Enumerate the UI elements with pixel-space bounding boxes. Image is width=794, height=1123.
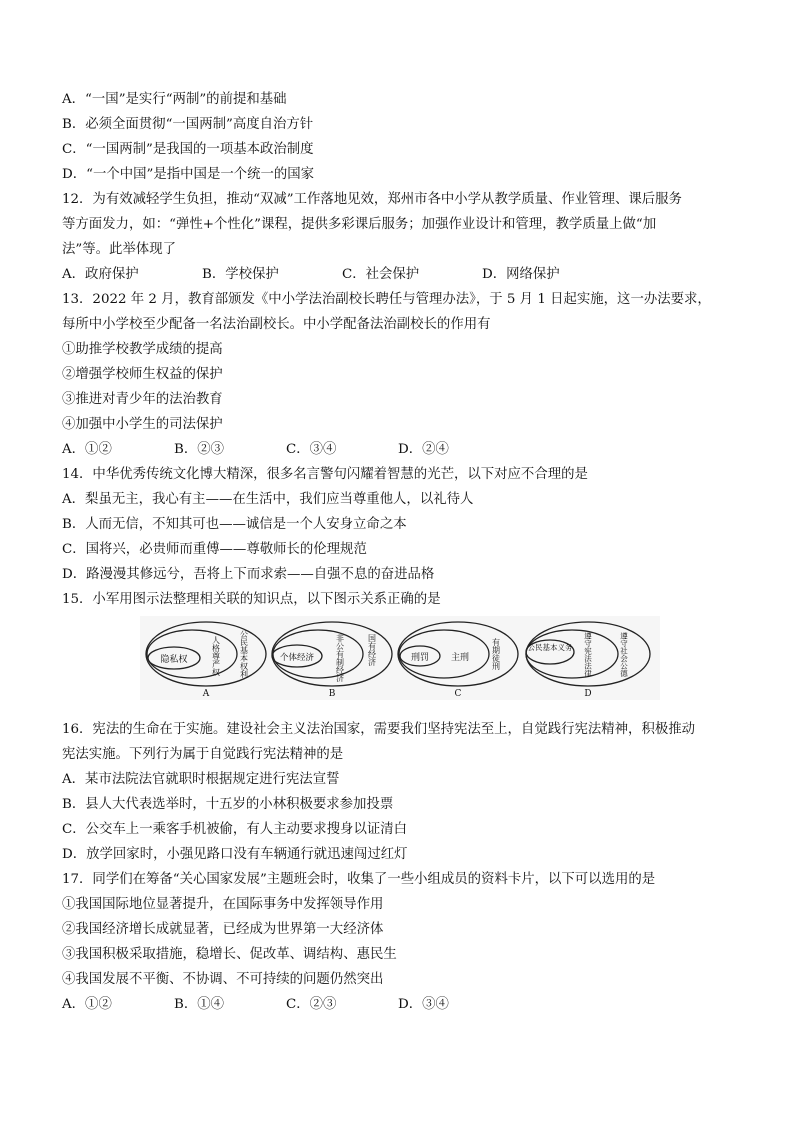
q13-item-3: ③推进对青少年的法治教育 — [62, 392, 223, 407]
diagram-a-inner: 隐私权 — [160, 655, 188, 665]
q13-choice-c: C．③④ — [286, 442, 337, 457]
diagram-b-middle: 非公有制经济 — [335, 634, 345, 682]
q17-choice-d: D．③④ — [398, 997, 449, 1012]
q12-choice-a: A．政府保护 — [62, 267, 139, 282]
q16-stem-line-1: 16．宪法的生命在于实施。建设社会主义法治国家，需要我们坚持宪法至上，自觉践行宪法精神，积极推动 — [62, 722, 696, 737]
q17-stem: 17．同学们在筹备“关心国家发展”主题班会时，收集了一些小组成员的资料卡片，以下可以选用的是 — [62, 872, 656, 887]
q13-choice-a: A．①② — [62, 442, 112, 457]
diagram-b-inner: 个体经济 — [279, 653, 315, 663]
q17-item-4: ④我国发展不平衡、不协调、不可持续的问题仍然突出 — [62, 972, 384, 987]
diagram-b-outer: 国有经济 — [367, 634, 377, 666]
q14-option-d: D．路漫漫其修远兮，吾将上下而求索——自强不息的奋进品格 — [62, 567, 435, 582]
q16-option-c: C．公交车上一乘客手机被偷，有人主动要求搜身以证清白 — [62, 822, 408, 837]
q16-option-a: A．某市法院法官就职时根据规定进行宪法宣誓 — [62, 772, 340, 787]
q16-option-d: D．放学回家时，小强见路口没有车辆通行就迅速闯过红灯 — [62, 847, 408, 862]
q17-choice-c: C．②③ — [286, 997, 337, 1012]
diagram-d-outer: 遵守社会公德 — [619, 632, 629, 677]
q13-stem-line-1: 13．2022 年 2 月，教育部颁发《中小学法治副校长聘任与管理办法》，于 5 月 1 日起实施，这一办法要求， — [62, 292, 711, 307]
q14-option-b: B．人而无信，不知其可也——诚信是一个人安身立命之本 — [62, 517, 407, 532]
q11-option-c: C．“一国两制”是我国的一项基本政治制度 — [62, 142, 314, 157]
diagram-d-middle: 遵守宪法法律 — [583, 632, 593, 677]
q14-option-a: A．梨虽无主，我心有主——在生活中，我们应当尊重他人，以礼待人 — [62, 492, 474, 507]
diagram-b-label: B — [328, 689, 336, 699]
q12-choice-d: D．网络保护 — [482, 267, 560, 282]
q15-venn-diagrams — [140, 616, 660, 700]
q12-stem-line-3: 法”等。此举体现了 — [62, 242, 176, 257]
q15-stem: 15．小军用图示法整理相关联的知识点，以下图示关系正确的是 — [62, 592, 441, 607]
q16-stem-line-2: 宪法实施。下列行为属于自觉践行宪法精神的是 — [62, 747, 344, 762]
q13-item-4: ④加强中小学生的司法保护 — [62, 417, 223, 432]
q12-stem-line-1: 12．为有效减轻学生负担，推动“双减”工作落地见效，郑州市各中小学从教学质量、作业管理、课后服务 — [62, 192, 682, 207]
q17-choice-b: B．①④ — [174, 997, 225, 1012]
q12-choice-c: C．社会保护 — [342, 267, 420, 282]
q17-item-3: ③我国积极采取措施，稳增长、促改革、调结构、惠民生 — [62, 947, 397, 962]
diagram-d-inner: 公民基本义务 — [527, 643, 573, 652]
diagram-c-outer: 有期徒刑 — [491, 638, 501, 670]
q17-choice-a: A．①② — [62, 997, 112, 1012]
q13-item-1: ①助推学校教学成绩的提高 — [62, 342, 223, 357]
q17-item-2: ②我国经济增长成就显著，已经成为世界第一大经济体 — [62, 922, 384, 937]
q16-option-b: B．县人大代表选举时，十五岁的小林积极要求参加投票 — [62, 797, 394, 812]
q12-choice-b: B．学校保护 — [202, 267, 279, 282]
diagram-c-middle: 主刑 — [450, 653, 470, 663]
diagram-a-label: A — [202, 689, 210, 699]
q11-option-a: A．“一国”是实行“两制”的前提和基础 — [62, 92, 287, 107]
diagram-a-middle: 人格尊严权 — [211, 636, 221, 676]
diagram-c-label: C — [454, 689, 462, 699]
q13-choice-d: D．②④ — [398, 442, 449, 457]
q13-stem-line-2: 每所中小学校至少配备一名法治副校长。中小学配备法治副校长的作用有 — [62, 317, 491, 332]
diagram-d-label: D — [584, 689, 592, 699]
q14-option-c: C．国将兴，必贵师而重傅——尊敬师长的伦理规范 — [62, 542, 367, 557]
q11-option-b: B．必须全面贯彻“一国两制”高度自治方针 — [62, 117, 314, 132]
q17-item-1: ①我国国际地位显著提升，在国际事务中发挥领导作用 — [62, 897, 384, 912]
q14-stem: 14．中华优秀传统文化博大精深，很多名言警句闪耀着智慧的光芒，以下对应不合理的是 — [62, 467, 588, 482]
q13-choice-b: B．②③ — [174, 442, 225, 457]
q12-stem-line-2: 等方面发力，如：“弹性+个性化”课程，提供多彩课后服务；加强作业设计和管理，教学质量上做“加 — [62, 217, 657, 232]
diagram-c-inner: 刑罚 — [410, 653, 430, 663]
q13-item-2: ②增强学校师生权益的保护 — [62, 367, 223, 382]
q11-option-d: D．“一个中国”是指中国是一个统一的国家 — [62, 167, 315, 182]
diagram-a-outer: 公民基本权利 — [239, 630, 249, 678]
